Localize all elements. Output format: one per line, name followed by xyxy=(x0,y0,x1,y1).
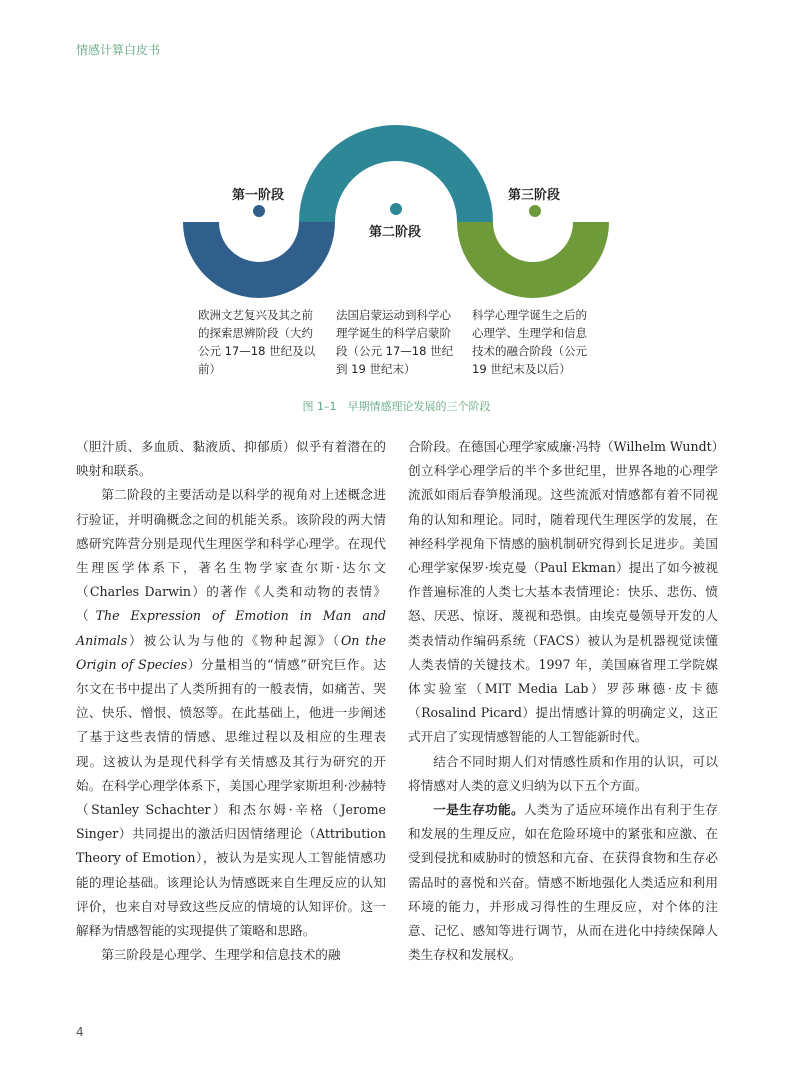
stage-2-description: 法国启蒙运动到科学心理学诞生的科学启蒙阶段（公元 17—18 世纪到 19 世纪末） xyxy=(336,308,454,376)
paragraph: 一是生存功能。人类为了适应环境作出有利于生存和发展的生理反应，如在危险环境中的紧张和应激、在受到侵扰和威胁时的愤怒和亢奋、在获得食物和生存必需品时的喜悦和兴奋。情感不断地强化人类适应和利用环境的能力，并形成习得性的生理反应，对个体的注意、记忆、感知等进行调节，从而在进化中持续保障人类生存权和发展权。 xyxy=(408,802,719,963)
book-title-italic: On the Origin of Species xyxy=(76,632,386,672)
paragraph: 结合不同时期人们对情感性质和作用的认识，可以将情感对人类的意义归纳为以下五个方面。 xyxy=(408,753,718,793)
stage-3-marker xyxy=(529,205,541,217)
paragraph: 合阶段。在德国心理学家威廉·冯特（Wilhelm Wundt）创立科学心理学后的半个多世纪里，世界各地的心理学流派如雨后春笋般涌现。这些流派对情感都有着不同视角的认知和理论。同时，随着现代生理医学的发展，在神经科学视角下情感的脑机制研究得到长足进步。美国心理学家保罗·埃克曼（Paul Ekman）提出了如今被视作普遍标准的人类七大基本表情理论：快乐、悲伤、愤怒、厌恶、惊讶、蔑视和恐惧。由埃克曼领导开发的人类表情动作编码系统（FACS）被认为是机器视觉读懂人类表情的关键技术。1997 年，美国麻省理工学院媒体实验室（MIT Media Lab）罗莎琳德·皮卡德（Rosalind Picard）提出情感计算的明确定义，这正式开启了实现情感智能的人工智能新时代。 xyxy=(408,439,718,745)
stage-2-label: 第二阶段 xyxy=(369,225,422,240)
stage-3-arc xyxy=(475,222,591,280)
right-column xyxy=(408,435,718,967)
stage-3-label: 第三阶段 xyxy=(508,188,561,203)
running-header: 情感计算白皮书 xyxy=(76,43,161,57)
page-number: 4 xyxy=(76,1025,84,1039)
stage-2-marker xyxy=(390,203,402,215)
stage-3-description: 科学心理学诞生之后的心理学、生理学和信息技术的融合阶段（公元 19 世纪末及以后） xyxy=(472,308,587,376)
stage-1-description: 欧洲文艺复兴及其之前的探索思辨阶段（大约公元 17—18 世纪及以前） xyxy=(198,308,316,376)
paragraph: （胆汁质、多血质、黏液质、抑郁质）似乎有着潜在的映射和联系。 xyxy=(76,439,386,479)
paragraph: 第二阶段的主要活动是以科学的视角对上述概念进行验证，并明确概念之间的机能关系。该阶段的两大情感研究阵营分别是现代生理医学和科学心理学。在现代生理医学体系下，著名生物学家查尔斯·达尔文（Charles Darwin）的著作《人类和动物的表情》（The Expression of Emotion in Man and Animals）被公认为与他的《物种起源》（On the Origin of Species）分量相当的“情感”研究巨作。达尔文在书中提出了人类所拥有的一般表情，如痛苦、哭泣、快乐、憎恨、愤怒等。在此基础上，他进一步阐述了基于这些表情的情感、思维过程以及相应的生理表现。这被认为是现代科学有关情感及其行为研究的开始。在科学心理学体系下，美国心理学家斯坦利·沙赫特（Stanley Schachter）和杰尔姆·辛格（Jerome Singer）共同提出的激活归因情绪理论（Attribution Theory of Emotion），被认为是实现人工智能情感功能的理论基础。该理论认为情感既来自生理反应的认知评价，也来自对导致这些反应的情境的认知评价。这一解释为情感智能的实现提供了策略和思路。 xyxy=(76,487,386,939)
book-title-italic: The Expression of Emotion in Man and Animals xyxy=(76,608,386,648)
section-lead: 一是生存功能。 xyxy=(433,802,524,818)
paragraph: 第三阶段是心理学、生理学和信息技术的融 xyxy=(101,947,341,963)
stage-1-marker xyxy=(253,205,265,217)
stage-1-arc xyxy=(201,222,317,280)
stages-diagram xyxy=(0,110,793,390)
left-column xyxy=(76,435,386,967)
figure-caption: 图 1–1 早期情感理论发展的三个阶段 xyxy=(302,400,491,413)
stage-1-label: 第一阶段 xyxy=(232,188,285,203)
